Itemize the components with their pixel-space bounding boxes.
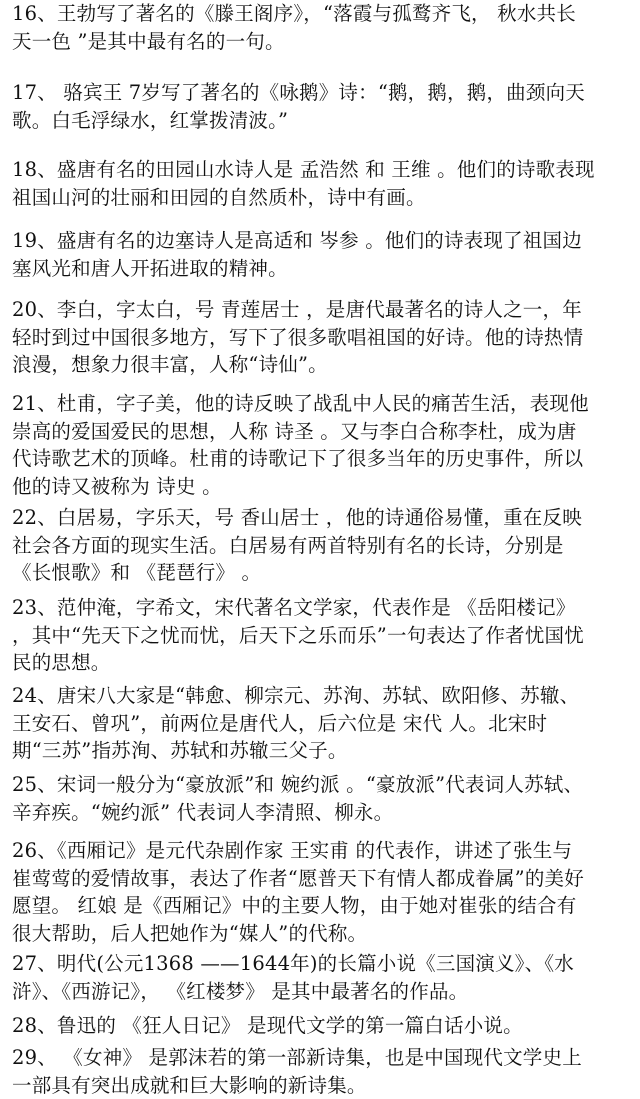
text-line: 浒》、《西游记》， 《红楼梦》 是其中最著名的作品。 <box>12 978 632 1006</box>
list-item-19 <box>12 227 632 282</box>
text-line: 辛弃疾。“婉约派” 代表词人李清照、柳永。 <box>12 799 632 827</box>
text-line: 轻时到过中国很多地方，写下了很多歌唱祖国的好诗。他的诗热情 <box>12 324 632 352</box>
list-item-17 <box>12 79 632 134</box>
text-line: 很大帮助，后人把她作为“媒人”的代称。 <box>12 920 632 948</box>
text-line: 22、白居易，字乐天，号 香山居士 ，他的诗通俗易懂，重在反映 <box>12 504 632 532</box>
text-line: 浪漫，想象力很丰富，人称“诗仙”。 <box>12 351 632 379</box>
text-line: 24、唐宋八大家是“韩愈、柳宗元、苏洵、苏轼、欧阳修、苏辙、 <box>12 682 632 710</box>
list-item-24 <box>12 682 632 765</box>
list-item-22 <box>12 504 632 587</box>
text-line: 28、鲁迅的 《狂人日记》 是现代文学的第一篇白话小说。 <box>12 1012 632 1040</box>
list-item-16 <box>12 0 632 55</box>
text-line: 代诗歌艺术的顶峰。杜甫的诗歌记下了很多当年的历史事件，所以 <box>12 445 632 473</box>
text-line: 《长恨歌》和 《琵琶行》 。 <box>12 559 632 587</box>
text-line: 18、盛唐有名的田园山水诗人是 孟浩然 和 王维 。他们的诗歌表现 <box>12 156 632 184</box>
text-line: 27、明代(公元1368 ——1644年)的长篇小说《三国演义》、《水 <box>12 950 632 978</box>
text-line: 塞风光和唐人开拓进取的精神。 <box>12 255 632 283</box>
text-line: 天一色 ”是其中最有名的一句。 <box>12 28 632 56</box>
text-line: 23、范仲淹，字希文，宋代著名文学家，代表作是 《岳阳楼记》 <box>12 594 632 622</box>
text-line: 20、李白，字太白，号 青莲居士 ，是唐代最著名的诗人之一，年 <box>12 296 632 324</box>
text-line: 民的思想。 <box>12 649 632 677</box>
text-line: ，其中“先天下之忧而忧，后天下之乐而乐”一句表达了作者忧国忧 <box>12 622 632 650</box>
text-line: 21、杜甫，字子美，他的诗反映了战乱中人民的痛苦生活，表现他 <box>12 390 632 418</box>
text-line: 17、 骆宾王 7岁写了著名的《咏鹅》诗：“鹅，鹅，鹅，曲颈向天 <box>12 79 632 107</box>
text-line: 祖国山河的壮丽和田园的自然质朴，诗中有画。 <box>12 184 632 212</box>
text-line: 歌。白毛浮绿水，红掌拨清波。” <box>12 107 632 135</box>
list-item-21 <box>12 390 632 500</box>
list-item-20 <box>12 296 632 379</box>
text-line: 19、盛唐有名的边塞诗人是高适和 岑参 。他们的诗表现了祖国边 <box>12 227 632 255</box>
list-item-27 <box>12 950 632 1005</box>
text-line: 26、《西厢记》是元代杂剧作家 王实甫 的代表作，讲述了张生与 <box>12 837 632 865</box>
text-line: 25、宋词一般分为“豪放派”和 婉约派 。“豪放派”代表词人苏轼、 <box>12 771 632 799</box>
list-item-29 <box>12 1044 632 1099</box>
text-line: 崇高的爱国爱民的思想，人称 诗圣 。又与李白合称李杜，成为唐 <box>12 418 632 446</box>
text-line: 崔莺莺的爱情故事，表达了作者“愿普天下有情人都成眷属”的美好 <box>12 865 632 893</box>
text-line: 16、王勃写了著名的《滕王阁序》，“落霞与孤鹜齐飞， 秋水共长 <box>12 0 632 28</box>
text-line: 他的诗又被称为 诗史 。 <box>12 473 632 501</box>
list-item-25 <box>12 771 632 826</box>
text-line: 期“三苏”指苏洵、苏轼和苏辙三父子。 <box>12 737 632 765</box>
text-line: 社会各方面的现实生活。白居易有两首特别有名的长诗，分别是 <box>12 532 632 560</box>
text-line: 愿望。 红娘 是《西厢记》中的主要人物，由于她对崔张的结合有 <box>12 892 632 920</box>
text-line: 一部具有突出成就和巨大影响的新诗集。 <box>12 1072 632 1099</box>
list-item-26 <box>12 837 632 947</box>
text-line: 王安石、曾巩”，前两位是唐代人，后六位是 宋代 人。北宋时 <box>12 710 632 738</box>
text-line: 29、 《女神》 是郭沫若的第一部新诗集，也是中国现代文学史上 <box>12 1044 632 1072</box>
list-item-23 <box>12 594 632 677</box>
list-item-28 <box>12 1012 632 1040</box>
list-item-18 <box>12 156 632 211</box>
